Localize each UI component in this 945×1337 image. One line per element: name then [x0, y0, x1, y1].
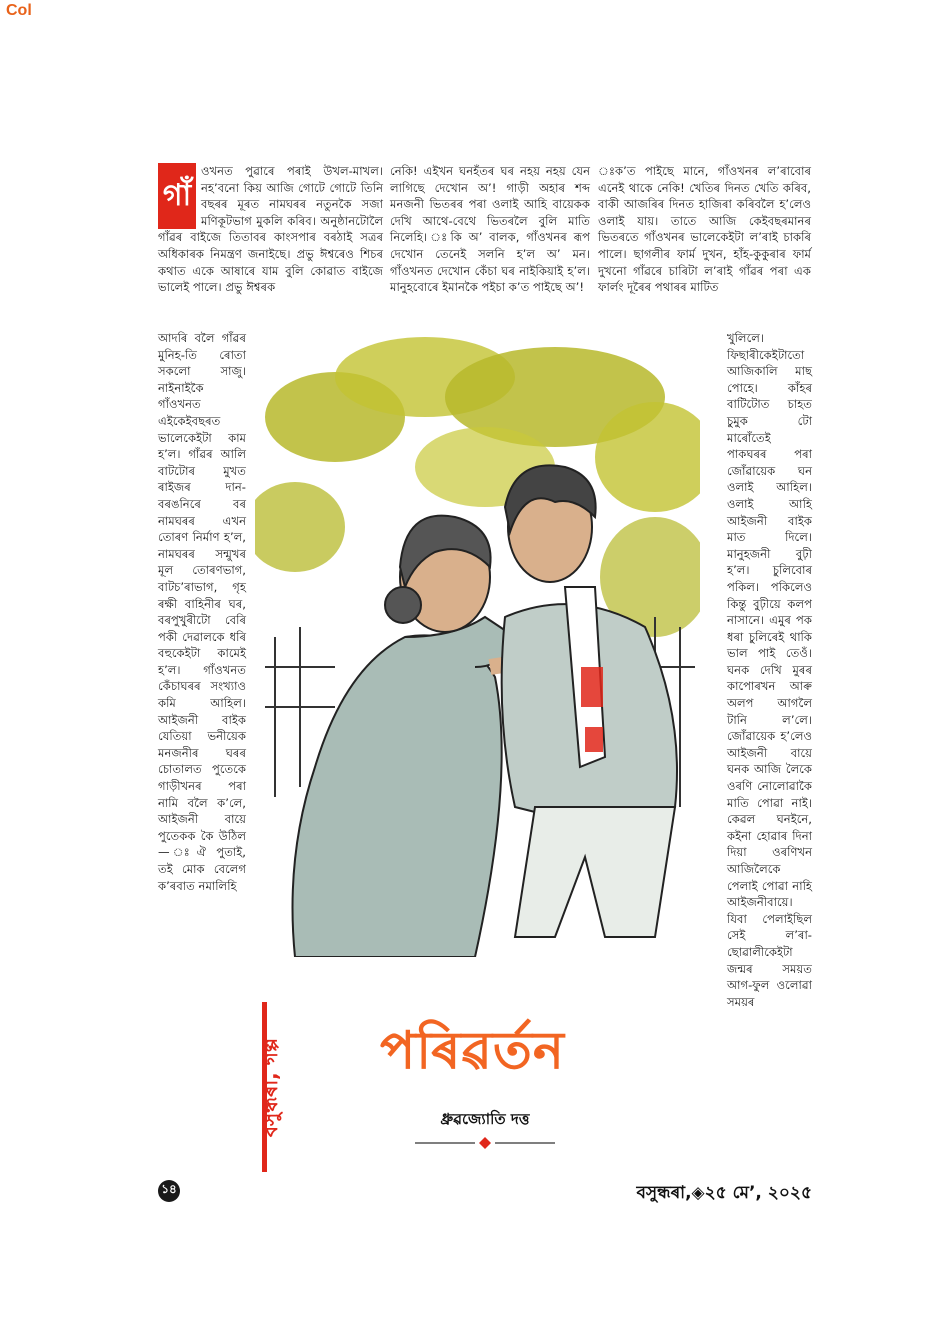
story-illustration — [255, 337, 700, 957]
page-number: ১৪ — [158, 1180, 180, 1202]
story-author: ধ্ৰুৱজ্যোতি দত্ত — [440, 1110, 530, 1128]
col3-top-paragraph: ঃক’ত পাইছে মানে, গাঁওখনৰ ল’ৰাবোৰ এনেই থাকে নেকি! খেতিৰ দিনত খেতি কৰিব, বাকী আজৰিৰ দিনত হাজিৰা কৰিবলৈ হ’লেও ওলাই যায়। তাতে আজি কেইবছৰমানৰ ভিতৰতে গাঁওখনৰ ভালেকেইটা ল’ৰাই চাকৰি পালে। ছাগলীৰ ফাৰ্ম দুখন, হাঁহ-কুকুৰাৰ ফাৰ্ম দুখনো গাঁৱৰে চাৰিটা ল’ৰাই গাঁৱৰ পৰা এক ফাৰ্লং দূৰৈৰ পথাৰৰ মাটিত — [598, 164, 811, 295]
col1-top-paragraph: ওখনত পুৱাৰে পৰাই উখল-মাখল। নহ’বনো কিয় আজি গোটে গোটে তিনি বছৰৰ মূৰত নামঘৰৰ নতুনকৈ সজা মণিকূটভাগ মুকলি কৰিব। অনুষ্ঠানটোলৈ গাঁৱৰ বাইজে তিতাবৰ কাংসপাৰ বৰঠাই সত্ৰৰ অধিকাৰক নিমন্ত্ৰণ জনাইছে। প্ৰভু ঈশ্বৰেও শিচৰ কথাত একে আষাৰে যাম বুলি কোৱাত বাইজে ভালেই পালে। প্ৰভু ঈশ্বৰক — [158, 164, 383, 295]
col3-narrow-text — [727, 330, 812, 1010]
col1-narrow-paragraph: আদৰি বলৈ গাঁৱৰ মুনিহ-তি ৰোতা সকলো সাজু। নাইনাইকৈ গাঁওখনত এইকেইবছৰত ভালেকেইটা কাম হ’ল। গাঁৱৰ আলি বাটটোৰ মুখত ৰাইজৰ দান-বৰঙনিৰে বৰ নামঘৰৰ এখন তোৰণ নিৰ্মাণ হ’ল, নামঘৰৰ সন্মুখৰ মূল তোৰণভাগ, বাটচ’ৰাভাগ, গৃহ ৰক্ষী বাহিনীৰ ঘৰ, বৰপুখুৰীটো বেৰি পকী দেৱালকে ধৰি বহুকেইটা কামেই হ’ল। গাঁওখনত কেঁচাঘৰৰ সংখ্যাও কমি আহিল। আইজনী বাইক যেতিয়া ভনীয়েক মনজনীৰ ঘৰৰ চোতালত পুতেকে গাড়ীখনৰ পৰা নামি বলৈ ক’লে, আইজনী বায়ে পুতেকক কৈ উঠিল— ঃঐ পুতাই, তই মোক বেলেগ ক’ৰবাত নমালিহি — [158, 331, 246, 893]
section-strip-label: বসুন্ধৰা, গল্প — [258, 1037, 283, 1137]
col2-text — [390, 163, 590, 296]
page-footer: বসুন্ধৰা,◈২৫ মে’, ২০২৫ — [636, 1183, 812, 1203]
col3-top-text — [598, 163, 811, 296]
story-title: পৰিৱৰ্তন — [380, 1021, 565, 1081]
col1-top-text — [158, 163, 383, 296]
col2-paragraph: নেকি! এইখন ঘনহঁতৰ ঘৰ নহয় নহয় যেন লাগিছে দেখোন অ’! গাড়ী অহাৰ শব্দ মনজনী ভিতৰৰ পৰা ওলাই আহি বায়েকক দেখি আথে-বেথে ভিতৰলৈ বুলি মাতি নিলেহি। ঃকি অ’ বালক, গাঁওখনৰ ৰূপ দেখোন তেনেই সলনি হ’ল অ’ মন। গাঁওখনত দেখোন কেঁচা ঘৰ নাইকিয়াই হ’ল। মানুহবোৰে ইমানকৈ পইচা ক’ত পাইছে অ’! — [390, 164, 590, 295]
section-strip — [256, 1002, 290, 1172]
col1-narrow-text — [158, 330, 246, 894]
author-ornament — [410, 1136, 560, 1150]
col3-narrow-paragraph: খুলিলে। ফিছাৰীকেইটাতো আজিকালি মাছ পোহে। কাঁহৰ বাটিটোত চাহত চুমুক টো মাৰোঁতেই পাকঘৰৰ পৰা জোঁৱায়েক ঘন ওলাই আহিল। ওলাই আহি আইজনী বাইক মাত দিলে। মানুহজনী বুঢ়ী হ’ল। চুলিবোৰ পকিল। পকিলেও কিন্তু বুঢ়ীয়ে কলপ নাসানে। এমুৰ পক ধৰা চুলিৰেই থাকি ভাল পাই তেওঁ। ঘনক দেখি মুৰৰ কাপোৰখন আৰু অলপ আগলৈ টানি ল’লে। জোঁৱায়েক হ’লেও আইজনী বায়ে ঘনক আজি লৈকে ওৰণি নোলোৱাকৈ মাতি পোৱা নাই। কেৱল ঘনইনে, কইনা হোৱাৰ দিনা দিয়া ওৰণিখন আজিলৈকে পেলাই পোৱা নাহি আইজনীবায়ে। যিবা পেলাইছিল সেই ল’ৰা-ছোৱালীকেইটা জন্মৰ সময়ত আগ-ফুল ওলোৱা সময়ৰ — [727, 331, 812, 1009]
dropcap: গাঁ — [158, 163, 196, 229]
corner-label: Col — [6, 2, 32, 19]
